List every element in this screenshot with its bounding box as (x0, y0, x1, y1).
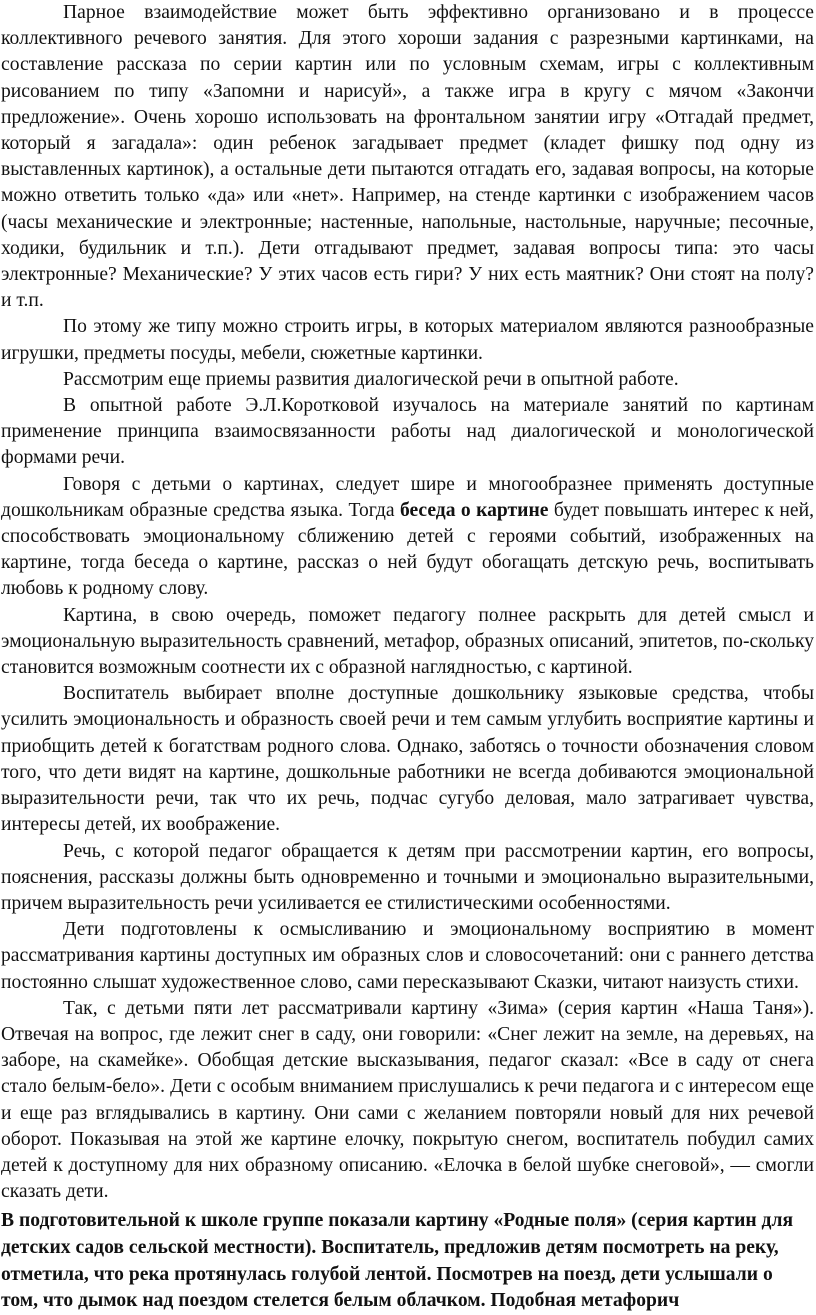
paragraph-text-after: будет повышать интерес к ней, способствовать эмоциональному сближению детей с героями событий, изображенных на картине, тогда беседа о картине, рассказ о ней будут обогащать детскую речь, воспитывать любовь к родному слову. (1, 499, 814, 600)
paragraph-native-fields: В подготовительной к школе группе показали картину «Родные поля» (серия картин для детских садов сельской местности). Воспитатель, предложив детям посмотреть на реку, отметила, что река протянулась голубой лентой. Посмотрев на поезд, дети услышали о том, что дымок над поездом стелется белым облачком. Подобная метафорич (1, 1210, 794, 1312)
bold-phrase: беседа о картине (399, 499, 549, 521)
paragraph-children-prepared: Дети подготовлены к осмысливанию и эмоциональному восприятию в момент рассматривания картины доступных им образных слов и словосочетаний: они с раннего детства постоянно слышат художественное слово, сами пересказывают Сказки, читают наизусть стихи. (1, 919, 814, 993)
paragraph-teacher-chooses: Воспитатель выбирает вполне доступные дошкольнику языковые средства, чтобы усилить эмоциональность и образность своей речи и тем самым углубить восприятие картины и приобщить детей к богатствам родного слова. Однако, заботясь о точности обозначения словом того, что дети видят на картине, дошкольные работники не всегда добиваются эмоциональной выразительности речи, так что их речь, подчас сугубо деловая, мало затрагивает чувства, интересы детей, их воображение. (1, 683, 814, 836)
paragraph-winter-example: Так, с детьми пяти лет рассматривали картину «Зима» (серия картин «Наша Таня»). Отвечая на вопрос, где лежит снег в саду, они говорили: «Снег лежит на земле, на деревьях, на заборе, на скамейке». Обобщая детские высказывания, педагог сказал: «Все в саду от снега стало белым-бело». Дети с особым вниманием прислушались к речи педагога и с интересом еще и еще раз вглядывались в картину. Они сами с желанием повторяли новый для них речевой оборот. Показывая на этой же картине елочку, покрытую снегом, воспитатель побудил самих детей к доступному для них образному описанию. «Елочка в белой шубке снеговой», — смогли сказать дети. (1, 997, 814, 1203)
paragraph-teacher-speech: Речь, с которой педагог обращается к детям при рассмотрении картин, его вопросы, пояснения, рассказы должны быть одновременно и точными и эмоционально выразительными, причем выразительность речи усиливается ее стилистическими особенностями. (1, 840, 814, 914)
paragraph-dialog-techniques: Рассмотрим еще приемы развития диалогической речи в опытной работе. (63, 368, 679, 390)
paragraph-picture-conversation (1, 472, 814, 603)
paragraph-text-before: Говоря с детьми о картинах, следует шире и многообразнее применять доступные дошкольникам образные средства языка. Тогда (1, 473, 814, 521)
paragraph-picture-helps: Картина, в свою очередь, поможет педагогу полнее раскрыть для детей смысл и эмоциональную выразительность сравнений, метафор, образных описаний, эпитетов, по-скольку становится возможным соотнести их с образной наглядностью, с картиной. (1, 604, 814, 679)
paragraph-pair-interaction: Парное взаимодействие может быть эффективно организовано и в процессе коллективного речевого занятия. Для этого хороши задания с разрезными картинками, на составление рассказа по серии картин или по условным схемам, игры с коллективным рисованием по типу «Запомни и нарисуй», а также игра в кругу с мячом «Закончи предложение». Очень хорошо использовать на фронтальном занятии игру «Отгадай предмет, который я загадала»: один ребенок загадывает предмет (кладет фишку под одну из выставленных картинок), а остальные дети пытаются отгадать его, задавая вопросы, на которые можно ответить только «да» или «нет». Например, на стенде картинки с изображением часов (часы механические и электронные; настенные, напольные, настольные, наручные; песочные, ходики, будильник и т.п.). Дети отгадывают предмет, задавая вопросы типа: это часы электронные? Механические? У этих часов есть гири? У них есть маятник? Они стоят на полу? и т.п. (1, 2, 814, 312)
paragraph-games-materials: По этому же типу можно строить игры, в которых материалом являются разнообразные игрушки, предметы посуды, мебели, сюжетные картинки. (1, 316, 814, 364)
paragraph-korotkova-study: В опытной работе Э.Л.Коротковой изучалось на материале занятий по картинам применение принципа взаимосвязанности работы над диалогической и монологической формами речи. (1, 395, 814, 469)
